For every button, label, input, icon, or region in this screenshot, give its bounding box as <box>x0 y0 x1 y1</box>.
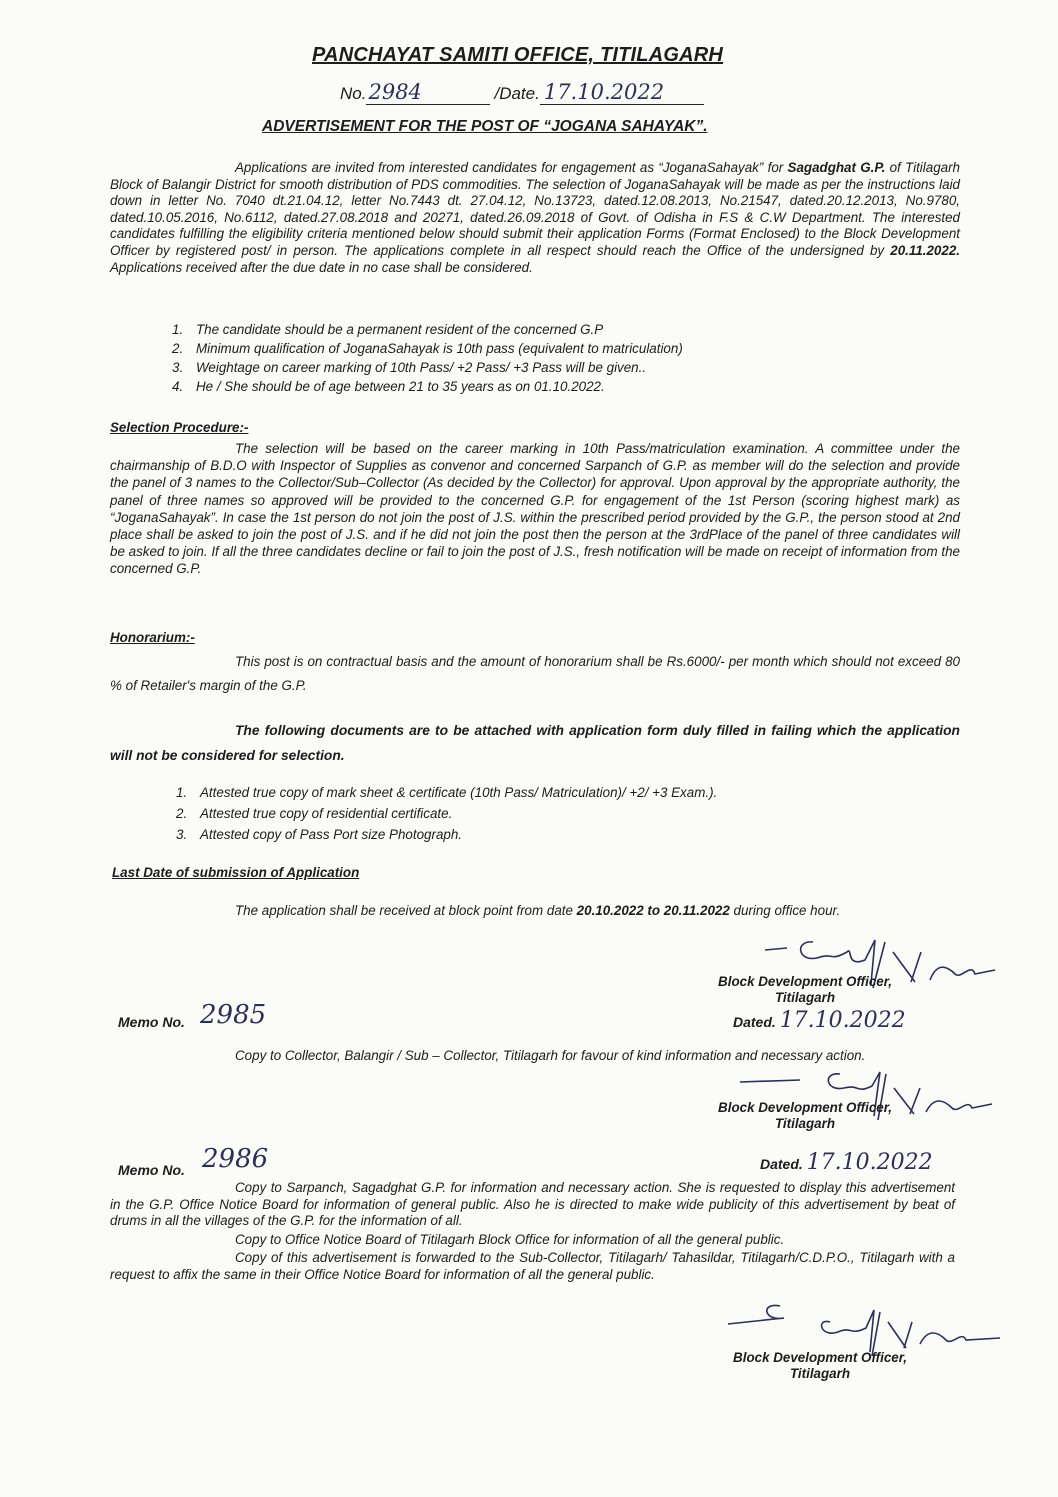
list-item: 1. The candidate should be a permanent resident of the concerned G.P <box>172 322 604 337</box>
intro-paragraph <box>110 160 960 276</box>
letter-number-date <box>340 80 704 105</box>
signature-block-1 <box>700 974 910 1006</box>
memo-1-label: Memo No. <box>118 1014 185 1030</box>
intro-text-3: of Titilagarh Block of Balangir District for smooth distribution of PDS commodities. The selection of JoganaSahayak will be made as per the instructions laid down in letter No. 7040 dt.21.04.12, letter No.7443 dt. 27.04.12, No.13723, dated.12.08.2013, No.21547, dated.20.12.2013, No.9780, dated.10.05.2016, No.6112, dated.27.08.2018 and 20271, dated.26.09.2018 of Govt. of Odisha in F.S & C.W Department. The interested candidates fulfilling the eligibility criteria mentioned below should submit their application Forms (Format Enclosed) to the Block Development Officer by registered post/ in person. The applications complete in all respect should reach the Office of the undersigned by <box>110 160 960 258</box>
honorarium-heading: Honorarium:- <box>110 630 195 645</box>
signature-scribble-3 <box>720 1288 1020 1358</box>
number-label: No. <box>340 84 367 103</box>
handwritten-date: 17.10.2022 <box>806 1150 933 1175</box>
intro-text-1: Applications are invited from interested candidates for engagement as “JoganaSahayak” for <box>235 160 788 175</box>
list-item: 2. Minimum qualification of JoganaSahayak is 10th pass (equivalent to matriculation) <box>172 341 683 356</box>
honorarium-paragraph: This post is on contractual basis and the amount of honorarium shall be Rs.6000/- per month which should not exceed 80 % of Retailer's margin of the G.P. <box>110 654 960 693</box>
memo-1-text: Copy to Collector, Balangir / Sub – Collector, Titilagarh for favour of kind information and necessary action. <box>235 1048 866 1063</box>
memo-1-number: 2985 <box>200 1000 267 1030</box>
memo-2-label: Memo No. <box>118 1162 185 1178</box>
selection-heading: Selection Procedure:- <box>110 420 249 435</box>
intro-gp-name: Sagadghat G.P. <box>787 160 886 175</box>
eligibility-list <box>172 320 952 396</box>
signatory-title: Block Development Officer, <box>733 1350 907 1365</box>
last-date-paragraph: The application shall be received at block point from date 20.10.2022 to 20.11.2022 during office hour. <box>235 903 841 918</box>
date-label: /Date. <box>494 84 540 103</box>
memo-2-copy-subcollector: Copy of this advertisement is forwarded to the Sub-Collector, Titilagarh/ Tahasildar, Titilagarh/C.D.P.O., Titilagarh with a request to affix the same in their Office Notice Board for information of all the general public. <box>110 1250 955 1282</box>
submission-date-range: 20.10.2022 to 20.11.2022 <box>576 903 730 918</box>
memo-2-number: 2986 <box>202 1144 269 1174</box>
intro-text-4: Applications received after the due date in no case shall be considered. <box>110 259 533 275</box>
documents-list <box>176 782 936 845</box>
memo-2-copy-notice-board: Copy to Office Notice Board of Titilagarh Block Office for information of all the general public. <box>235 1232 785 1247</box>
list-item: 2. Attested true copy of residential certificate. <box>176 806 453 821</box>
list-item: 3. Weightage on career marking of 10th Pass/ +2 Pass/ +3 Pass will be given.. <box>172 360 647 375</box>
list-item: 3. Attested copy of Pass Port size Photograph. <box>176 827 463 842</box>
office-heading: PANCHAYAT SAMITI OFFICE, TITILAGARH <box>312 44 724 66</box>
signatory-place: Titilagarh <box>774 1116 836 1131</box>
letter-date: 17.10.2022 <box>540 80 704 105</box>
documents-intro: The following documents are to be attached with application form duly filled in failing which the application will not be considered for selection. <box>110 723 960 763</box>
signatory-title: Block Development Officer, <box>718 974 892 989</box>
signatory-place: Titilagarh <box>774 990 836 1005</box>
memo-2-copy-sarpanch: Copy to Sarpanch, Sagadghat G.P. for information and necessary action. She is requested to display this advertisement in the G.P. Office Notice Board for information of general public. Also he is directed to make wide publicity of this advertisement by beat of drums in all the villages of the G.P. for the information of all. <box>110 1180 955 1229</box>
list-item: 1. Attested true copy of mark sheet & certificate (10th Pass/ Matriculation)/ +2/ +3 Exam.). <box>176 785 718 800</box>
signature-1-date: Dated. 17.10.2022 <box>733 1008 906 1033</box>
signature-block-2 <box>705 1100 905 1132</box>
selection-paragraph: The selection will be based on the career marking in 10th Pass/matriculation examination. A committee under the chairmanship of B.D.O with Inspector of Supplies as convenor and concerned Sarpanch of G.P. as member will do the selection and provide the panel of 3 names to the Collector/Sub–Collector (As decided by the Collector) for approval. Upon approval by the appropriate authority, the panel of three names so approved will be provided to the concerned G.P. for engagement of the 1st Person (scoring highest mark) as “JoganaSahayak”. In case the 1st person do not join the post of J.S. within the prescribed period provided by the G.P., the person stood at 2nd place shall be asked to join the post of J.S. and if he did not join the post then the person at the 3rdPlace of the panel of three candidates will be asked to join. If all the three candidates decline or fail to join the post of J.S., fresh notification will be made on receipt of information from the concerned G.P. <box>110 441 960 577</box>
handwritten-date: 17.10.2022 <box>779 1008 906 1033</box>
intro-deadline: 20.11.2022. <box>890 242 960 258</box>
signature-block-3 <box>715 1350 925 1382</box>
advertisement-subject: ADVERTISEMENT FOR THE POST OF “JOGANA SAHAYAK”. <box>262 118 708 135</box>
memo-2-date: Dated. 17.10.2022 <box>760 1150 933 1175</box>
last-date-heading: Last Date of submission of Application <box>112 865 360 880</box>
signatory-title: Block Development Officer, <box>718 1100 892 1115</box>
signatory-place: Titilagarh <box>789 1366 851 1381</box>
letter-number: 2984 <box>366 80 490 105</box>
list-item: 4. He / She should be of age between 21 to 35 years as on 01.10.2022. <box>172 379 605 394</box>
